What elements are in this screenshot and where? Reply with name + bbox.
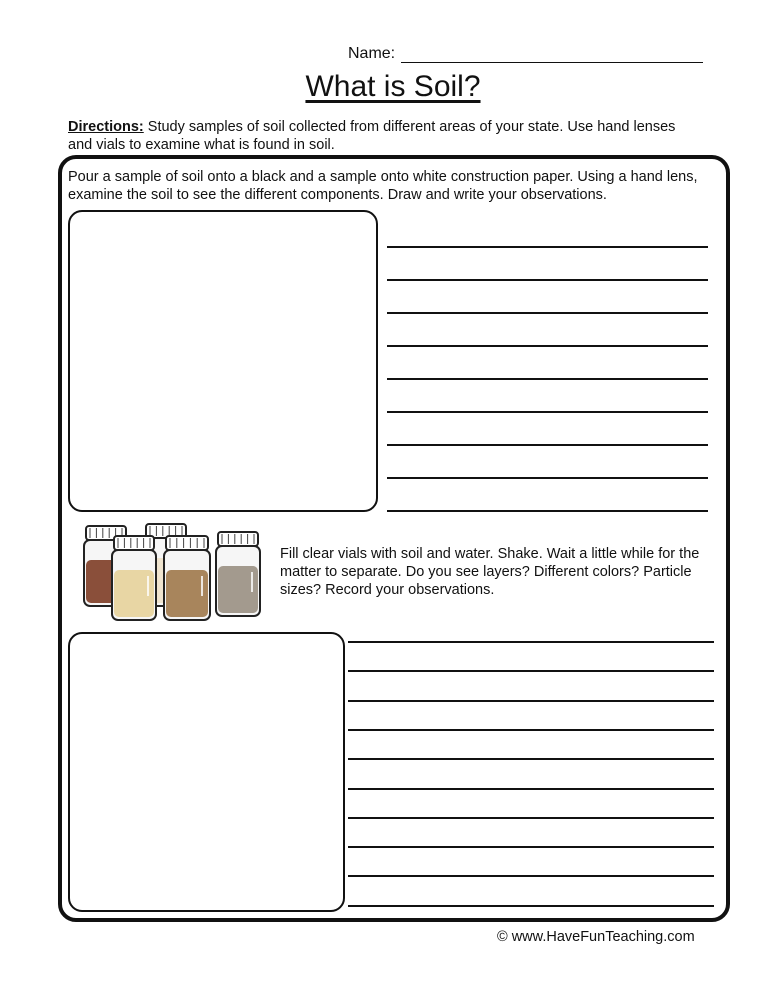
writing-line[interactable]: [387, 312, 708, 314]
drawing-box-1[interactable]: [68, 210, 378, 512]
drawing-box-2[interactable]: [68, 632, 345, 912]
writing-line[interactable]: [348, 670, 714, 672]
page-title: What is Soil?: [305, 70, 481, 103]
section1-instruction: Pour a sample of soil onto a black and a sample onto white construction paper. Using a hand lens, examine the soil to see the different components. Draw and write your observations.: [68, 169, 698, 203]
name-label: Name:: [348, 45, 396, 62]
writing-line[interactable]: [348, 817, 714, 819]
writing-line[interactable]: [387, 477, 708, 479]
writing-line[interactable]: [348, 700, 714, 702]
directions-label: Directions:: [68, 119, 144, 135]
soil-vials-illustration: [78, 518, 268, 626]
copyright-footer: © www.HaveFunTeaching.com: [497, 929, 695, 945]
writing-line[interactable]: [387, 279, 708, 281]
writing-line[interactable]: [387, 246, 708, 248]
section2-instruction: Fill clear vials with soil and water. Shake. Wait a little while for the matter to separate. Do you see layers? Different colors? Particle sizes? Record your observations.: [280, 546, 700, 598]
writing-line[interactable]: [387, 411, 708, 413]
writing-line[interactable]: [387, 345, 708, 347]
writing-line[interactable]: [348, 788, 714, 790]
writing-line[interactable]: [348, 905, 714, 907]
writing-line[interactable]: [348, 846, 714, 848]
directions-text: Study samples of soil collected from different areas of your state. Use hand lenses and vials to examine what is found in soil.: [68, 119, 676, 153]
writing-line[interactable]: [348, 641, 714, 643]
writing-line[interactable]: [387, 444, 708, 446]
writing-line[interactable]: [348, 758, 714, 760]
directions: [68, 118, 688, 154]
vial: [112, 536, 156, 620]
writing-line[interactable]: [348, 875, 714, 877]
writing-line[interactable]: [348, 729, 714, 731]
writing-line[interactable]: [387, 510, 708, 512]
vial: [164, 536, 210, 620]
name-input-line[interactable]: [401, 62, 703, 63]
writing-line[interactable]: [387, 378, 708, 380]
vial: [216, 532, 260, 616]
